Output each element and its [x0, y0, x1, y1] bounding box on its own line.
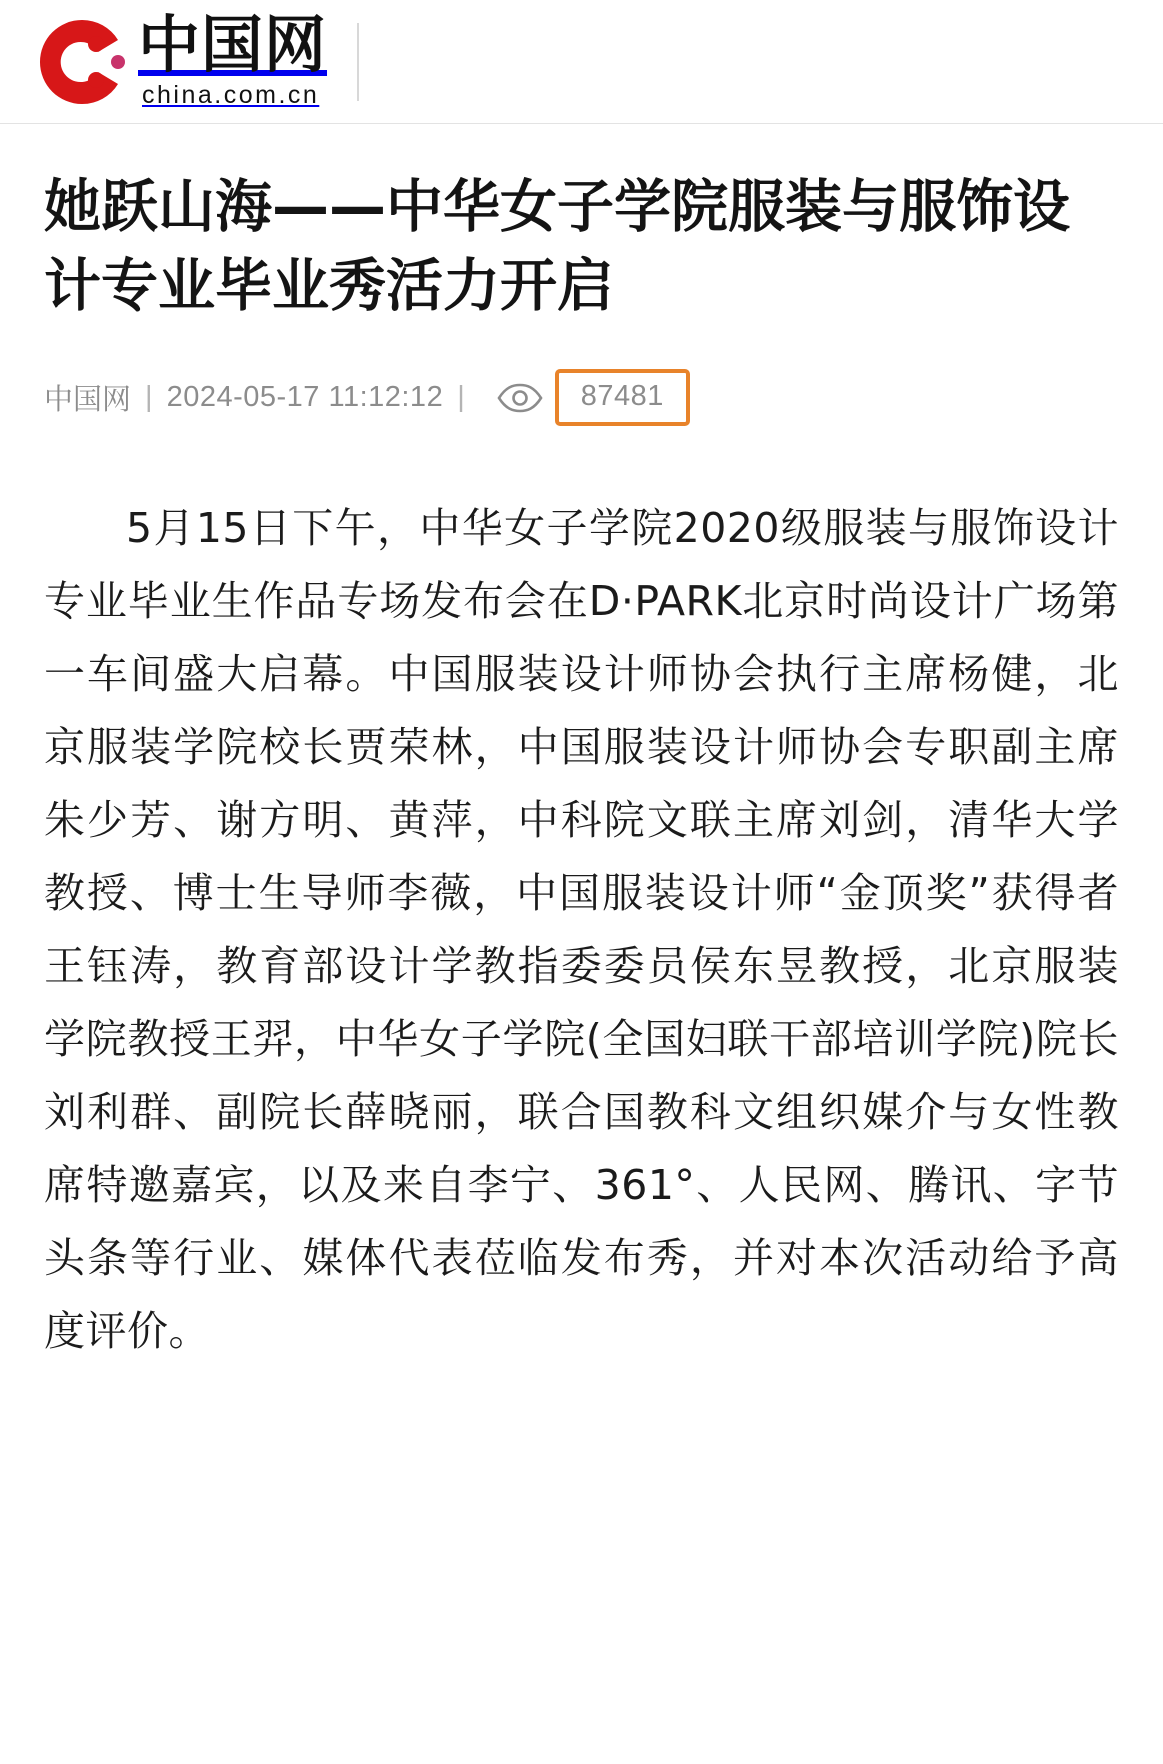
article-paragraph: 5月15日下午，中华女子学院2020级服装与服饰设计专业毕业生作品专场发布会在D·PARK北京时尚设计广场第一车间盛大启幕。中国服装设计师协会执行主席杨健，北京服装学院校长贾荣林，中国服装设计师协会专职副主席朱少芳、谢方明、黄萍，中科院文联主席刘剑，清华大学教授、博士生导师李薇，中国服装设计师“金顶奖”获得者王钰涛，教育部设计学教指委委员侯东昱教授，北京服装学院教授王羿，中华女子学院(全国妇联干部培训学院)院长刘利群、副院长薛晓丽，联合国教科文组织媒介与女性教席特邀嘉宾，以及来自李宁、361°、人民网、腾讯、字节头条等行业、媒体代表莅临发布秀，并对本次活动给予高度评价。 — [44, 504, 1119, 1355]
article-body — [44, 492, 1119, 1368]
meta-separator-1: | — [145, 381, 153, 414]
page-title: 她跃山海——中华女子学院服装与服饰设计专业毕业秀活力开启 — [44, 174, 1070, 319]
article-meta — [44, 369, 1119, 426]
china-net-logo-icon — [34, 14, 130, 110]
logo-domain: china.com.cn — [142, 80, 320, 109]
view-count-badge: 87481 — [555, 369, 690, 426]
article-container — [0, 124, 1163, 1428]
meta-separator-2: | — [457, 381, 465, 414]
site-logo[interactable] — [34, 0, 327, 123]
logo-divider — [357, 23, 359, 101]
article-source: 中国网 — [44, 384, 132, 417]
logo-title-cn: 中国网 — [138, 8, 328, 82]
logo-text — [138, 8, 328, 109]
article-datetime: 2024-05-17 11:12:12 — [166, 381, 444, 414]
site-header — [0, 0, 1163, 124]
eye-icon — [497, 383, 543, 413]
